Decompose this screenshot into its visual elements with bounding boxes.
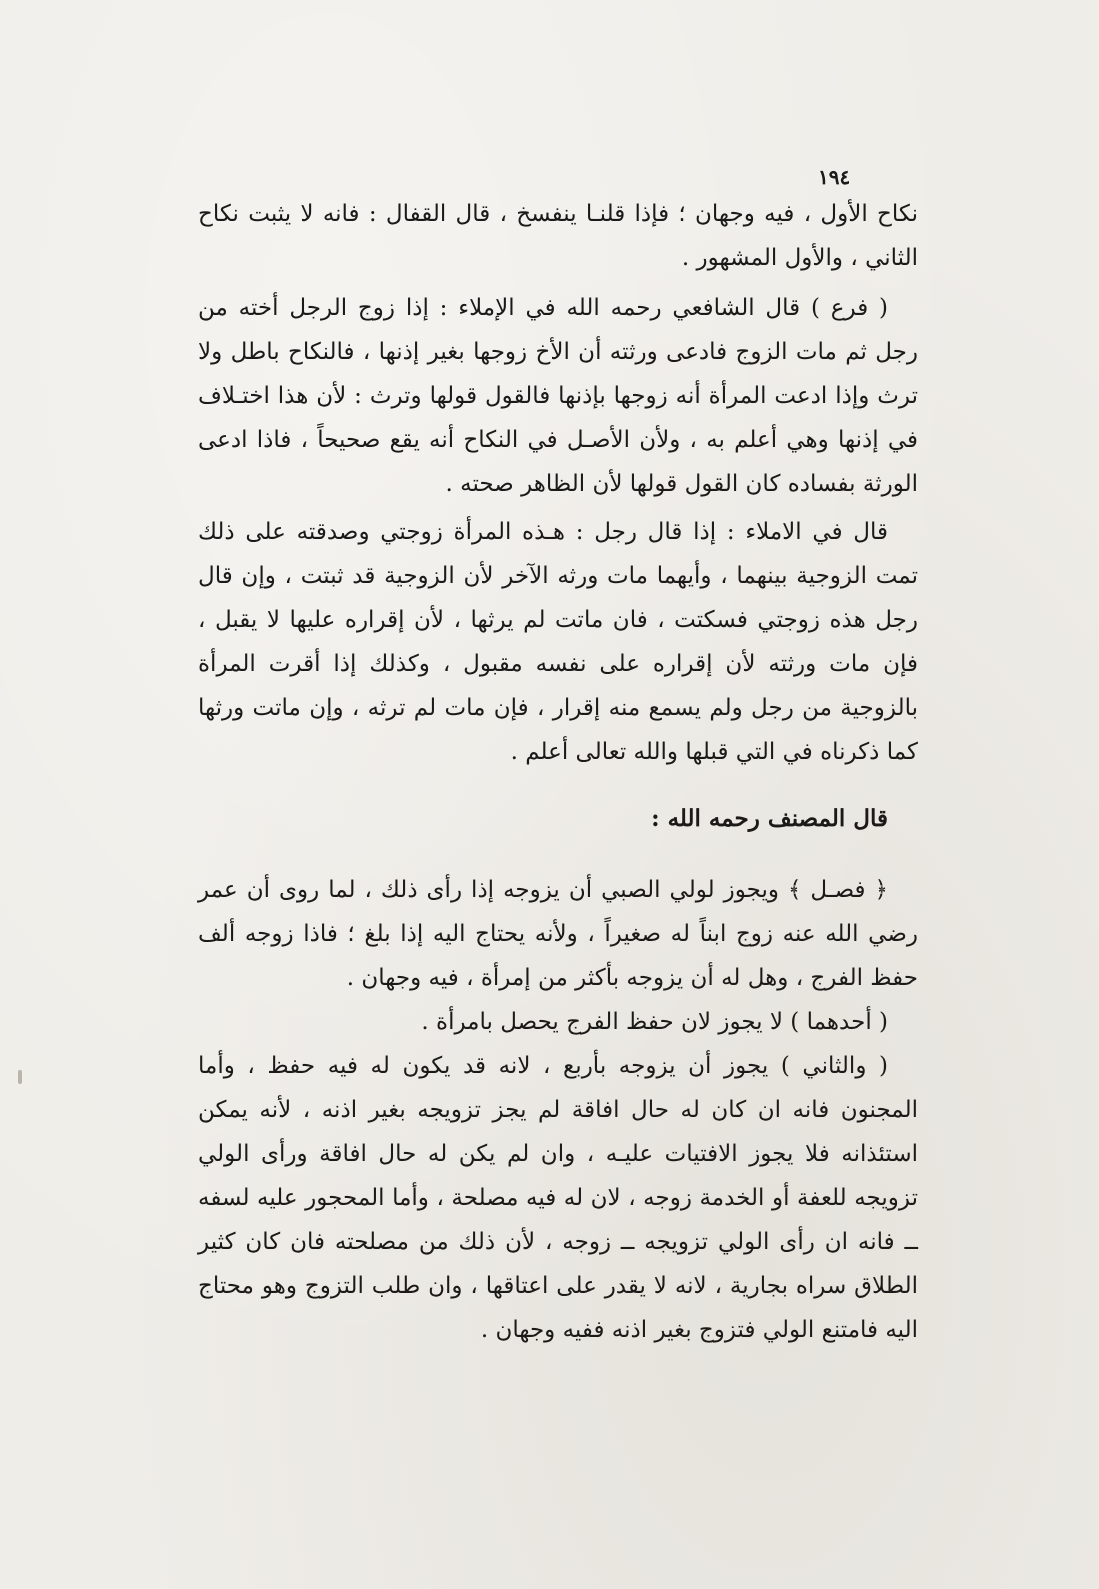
paragraph-text: قال في الاملاء : إذا قال رجل : هـذه المرأة زوجتي وصدقته على ذلك تمت الزوجية بينهما ، وأيهما مات ورثه الآخر لأن الزوجية قد ثبتت ، وإن قال رجل هذه زوجتي فسكتت ، فان ماتت لم يرثها ، لأن إقراره عليها لا يقبل ، فإن مات ورثته لأن إقراره على نفسه مقبول ، وكذلك إذا أقرت المرأة بالزوجية من رجل ولم يسمع منه إقرار ، فإن مات لم ترثه ، وإن ماتت ورثها كما ذكرناه في التي قبلها والله تعالى أعلم . [198,519,918,765]
paragraph-far [198,286,918,506]
paragraph-first-view: ( أحدهما ) لا يجوز لان حفظ الفرج يحصل بامرأة . [421,1009,888,1035]
section-body [198,868,918,1352]
paragraph-imla [198,510,918,774]
section-heading [198,797,918,841]
heading-text: قال المصنف رحمه الله : [651,805,888,832]
paragraph-continuation [198,192,918,280]
paragraph-second-view: ( والثاني ) يجوز أن يزوجه بأربع ، لانه قد يكون له فيه حفظ ، وأما المجنون فانه ان كان له حال افاقة لم يجز تزويجه بغير اذنه ، لأنه يمكن استئذانه فلا يجوز الافتيات عليـه ، وان لم يكن له حال افاقة ورأى الولي تزويجه للعفة أو الخدمة زوجه ، لان له فيه مصلحة ، وأما المحجور عليه لسفه ــ فانه ان رأى الولي تزويجه ــ زوجه ، لأن ذلك من مصلحته فان كان كثير الطلاق سراه بجارية ، لانه لا يقدر على اعتاقها ، وان طلب التزوج وهو محتاج اليه فامتنع الولي فتزوج بغير اذنه ففيه وجهان . [198,1053,918,1343]
margin-speck [18,1070,22,1084]
page-number: ١٩٤ [818,165,851,189]
paragraph-text: ( فرع ) قال الشافعي رحمه الله في الإملاء : إذا زوج الرجل أخته من رجل ثم مات الزوج فادعى ورثته أن الأخ زوجها بغير إذنها ، فالنكاح باطل ولا ترث وإذا ادعت المرأة أنه زوجها بإذنها فالقول قولها وترث : لأن هذا اختـلاف في إذنها وهي أعلم به ، ولأن الأصـل في النكاح أنه يقع صحيحاً ، فاذا ادعى الورثة بفساده كان القول قولها لأن الظاهر صحته . [198,295,918,497]
paragraph-text: نكاح الأول ، فيه وجهان ؛ فإذا قلنـا ينفسخ ، قال القفال : فانه لا يثبت نكاح الثاني ، والأول المشهور . [198,201,918,271]
paragraph-fasl: ﴿ فصـل ﴾ ويجوز لولي الصبي أن يزوجه إذا رأى ذلك ، لما روى أن عمر رضي الله عنه زوج ابناً له صغيراً ، ولأنه يحتاج اليه إذا بلغ ؛ فاذا زوجه ألف حفظ الفرج ، وهل له أن يزوجه بأكثر من إمرأة ، فيه وجهان . [198,877,918,991]
